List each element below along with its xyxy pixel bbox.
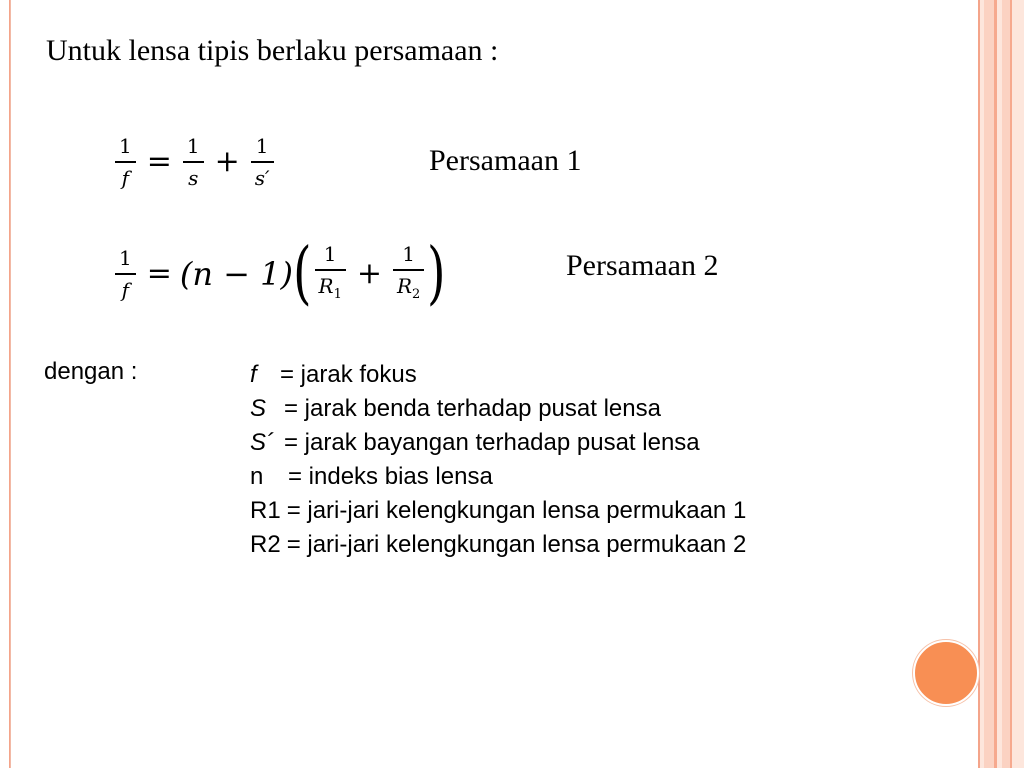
definition-item <box>250 426 746 460</box>
equation-1-label: Persamaan 1 <box>429 144 582 177</box>
decorative-circle <box>913 640 979 706</box>
equation-2 <box>112 232 446 316</box>
eq1-lhs-denominator: f <box>121 166 130 190</box>
eq2-term1-denominator: $R_1$ <box>318 273 342 302</box>
definition-item <box>250 358 746 392</box>
definition-item <box>250 528 746 562</box>
definition-text: = jari-jari kelengkungan lensa permukaan 1 <box>286 497 747 524</box>
eq1-term2-numerator: 1 <box>255 134 269 158</box>
eq2-term1-numerator: 1 <box>323 241 337 266</box>
eq1-term2-fraction <box>251 133 274 191</box>
eq2-term2-numerator: 1 <box>402 241 416 266</box>
definition-item <box>250 460 746 494</box>
definition-text: = indeks bias lensa <box>288 463 493 490</box>
definition-item <box>250 392 746 426</box>
eq2-equals: = <box>146 256 172 291</box>
decorative-stripes <box>978 0 1024 768</box>
definition-text: = jarak fokus <box>280 361 417 388</box>
eq2-term1-fraction <box>315 241 346 308</box>
eq2-lhs-denominator: f <box>121 278 130 302</box>
eq1-equals: = <box>146 144 172 179</box>
eq2-plus: + <box>356 256 382 291</box>
eq1-term1-denominator: s <box>188 166 199 190</box>
definition-symbol: R2 <box>250 531 281 558</box>
equation-1 <box>112 124 277 200</box>
eq2-lhs-numerator: 1 <box>119 246 132 270</box>
eq2-factor: (n − 1) <box>179 255 293 293</box>
eq1-lhs-fraction <box>115 133 136 191</box>
eq2-open-paren: ( <box>292 234 312 313</box>
eq1-term2-denominator: s′ <box>254 166 270 190</box>
eq1-term1-numerator: 1 <box>186 134 200 158</box>
definition-text: = jarak bayangan terhadap pusat lensa <box>284 429 700 456</box>
eq2-term2-denominator: $R_2$ <box>396 273 421 302</box>
definition-text: = jari-jari kelengkungan lensa permukaan 2 <box>286 531 747 558</box>
definitions-intro: dengan : <box>44 358 138 385</box>
eq2-lhs-fraction <box>115 245 136 303</box>
definition-symbol: f <box>250 361 257 388</box>
definition-item <box>250 494 746 528</box>
eq1-lhs-numerator: 1 <box>119 134 132 158</box>
left-border-line <box>9 0 10 768</box>
definition-symbol: n <box>250 463 264 490</box>
eq1-plus: + <box>214 144 240 179</box>
definition-symbol: S´ <box>250 429 274 456</box>
eq1-term1-fraction <box>183 133 204 191</box>
definition-text: = jarak benda terhadap pusat lensa <box>284 395 661 422</box>
definition-symbol: S <box>250 395 267 422</box>
equation-2-label: Persamaan 2 <box>566 249 719 282</box>
definitions-list <box>250 358 746 562</box>
slide-title: Untuk lensa tipis berlaku persamaan : <box>46 34 499 67</box>
eq2-term2-fraction <box>393 241 424 308</box>
definition-symbol: R1 <box>250 497 281 524</box>
eq2-close-paren: ) <box>427 234 446 313</box>
